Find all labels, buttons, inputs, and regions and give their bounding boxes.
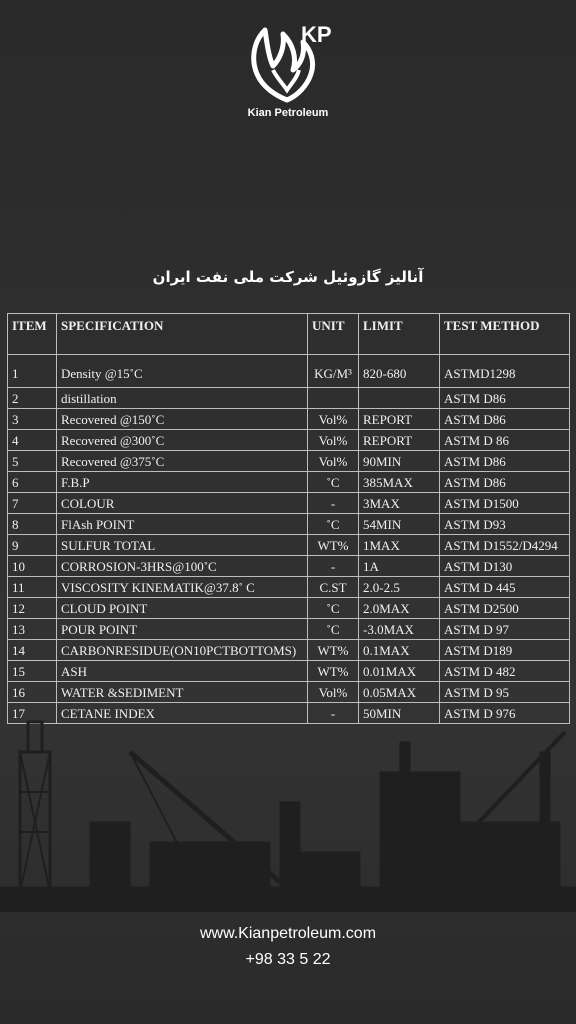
table-row bbox=[8, 430, 570, 451]
table-row bbox=[8, 619, 570, 640]
website-link[interactable]: www.Kianpetroleum.com bbox=[199, 925, 377, 942]
cell-test-method: ASTMD1298 bbox=[440, 355, 570, 388]
table-row bbox=[8, 661, 570, 682]
kp-flame-icon bbox=[243, 20, 333, 105]
cell-test-method: ASTM D1500 bbox=[440, 493, 570, 514]
cell-limit: 0.05MAX bbox=[359, 682, 440, 703]
specification-table bbox=[7, 313, 570, 724]
cell-limit: 0.01MAX bbox=[359, 661, 440, 682]
cell-unit: - bbox=[308, 556, 359, 577]
cell-item: 1 bbox=[8, 355, 57, 388]
cell-item: 6 bbox=[8, 472, 57, 493]
brand-name: Kian Petroleum bbox=[247, 107, 329, 119]
cell-item: 15 bbox=[8, 661, 57, 682]
cell-unit: ˚C bbox=[308, 619, 359, 640]
cell-limit: 1A bbox=[359, 556, 440, 577]
cell-limit: 0.1MAX bbox=[359, 640, 440, 661]
cell-item: 8 bbox=[8, 514, 57, 535]
cell-specification: CLOUD POINT bbox=[57, 598, 308, 619]
cell-specification: distillation bbox=[57, 388, 308, 409]
cell-specification: COLOUR bbox=[57, 493, 308, 514]
cell-limit: 385MAX bbox=[359, 472, 440, 493]
cell-test-method: ASTM D130 bbox=[440, 556, 570, 577]
cell-unit: Vol% bbox=[308, 682, 359, 703]
cell-unit: Vol% bbox=[308, 409, 359, 430]
cell-specification: FlAsh POINT bbox=[57, 514, 308, 535]
table-row bbox=[8, 535, 570, 556]
table-row bbox=[8, 388, 570, 409]
cell-unit: Vol% bbox=[308, 451, 359, 472]
cell-item: 16 bbox=[8, 682, 57, 703]
cell-unit: - bbox=[308, 703, 359, 724]
cell-item: 13 bbox=[8, 619, 57, 640]
cell-test-method: ASTM D 482 bbox=[440, 661, 570, 682]
table-row bbox=[8, 577, 570, 598]
cell-test-method: ASTM D93 bbox=[440, 514, 570, 535]
cell-limit bbox=[359, 388, 440, 409]
brand-logo bbox=[0, 20, 576, 119]
cell-specification: F.B.P bbox=[57, 472, 308, 493]
header-test-method: TEST METHOD bbox=[440, 314, 570, 355]
cell-test-method: ASTM D189 bbox=[440, 640, 570, 661]
cell-limit: 90MIN bbox=[359, 451, 440, 472]
cell-unit: ˚C bbox=[308, 472, 359, 493]
cell-specification: CETANE INDEX bbox=[57, 703, 308, 724]
cell-unit: - bbox=[308, 493, 359, 514]
cell-limit: 1MAX bbox=[359, 535, 440, 556]
cell-specification: POUR POINT bbox=[57, 619, 308, 640]
cell-test-method: ASTM D86 bbox=[440, 388, 570, 409]
cell-limit: -3.0MAX bbox=[359, 619, 440, 640]
table-header-row bbox=[8, 314, 570, 355]
cell-unit bbox=[308, 388, 359, 409]
cell-specification: ASH bbox=[57, 661, 308, 682]
cell-item: 2 bbox=[8, 388, 57, 409]
table-row bbox=[8, 682, 570, 703]
logo-letters: KP bbox=[301, 22, 332, 47]
page-title: آنالیز گازوئیل شرکت ملی نفت ایران bbox=[152, 268, 424, 286]
table-row bbox=[8, 493, 570, 514]
cell-test-method: ASTM D86 bbox=[440, 409, 570, 430]
cell-unit: C.ST bbox=[308, 577, 359, 598]
header-limit: LIMIT bbox=[359, 314, 440, 355]
cell-limit: REPORT bbox=[359, 430, 440, 451]
cell-unit: WT% bbox=[308, 661, 359, 682]
header-item: ITEM bbox=[8, 314, 57, 355]
cell-unit: WT% bbox=[308, 535, 359, 556]
cell-test-method: ASTM D 445 bbox=[440, 577, 570, 598]
oil-rig-skyline-image bbox=[0, 712, 576, 912]
cell-test-method: ASTM D 97 bbox=[440, 619, 570, 640]
table-row bbox=[8, 640, 570, 661]
table-row bbox=[8, 451, 570, 472]
cell-specification: Recovered @150˚C bbox=[57, 409, 308, 430]
cell-item: 17 bbox=[8, 703, 57, 724]
cell-specification: Density @15˚C bbox=[57, 355, 308, 388]
cell-limit: 2.0MAX bbox=[359, 598, 440, 619]
cell-limit: 2.0-2.5 bbox=[359, 577, 440, 598]
cell-item: 10 bbox=[8, 556, 57, 577]
cell-item: 7 bbox=[8, 493, 57, 514]
header-unit: UNIT bbox=[308, 314, 359, 355]
cell-test-method: ASTM D2500 bbox=[440, 598, 570, 619]
cell-specification: VISCOSITY KINEMATIK@37.8˚ C bbox=[57, 577, 308, 598]
cell-unit: ˚C bbox=[308, 514, 359, 535]
cell-specification: Recovered @375˚C bbox=[57, 451, 308, 472]
table-row bbox=[8, 556, 570, 577]
table-row bbox=[8, 472, 570, 493]
cell-test-method: ASTM D1552/D4294 bbox=[440, 535, 570, 556]
cell-limit: REPORT bbox=[359, 409, 440, 430]
cell-limit: 820-680 bbox=[359, 355, 440, 388]
cell-item: 3 bbox=[8, 409, 57, 430]
cell-unit: WT% bbox=[308, 640, 359, 661]
table-row bbox=[8, 598, 570, 619]
cell-specification: WATER &SEDIMENT bbox=[57, 682, 308, 703]
cell-item: 11 bbox=[8, 577, 57, 598]
cell-unit: Vol% bbox=[308, 430, 359, 451]
cell-item: 12 bbox=[8, 598, 57, 619]
cell-item: 9 bbox=[8, 535, 57, 556]
cell-specification: Recovered @300˚C bbox=[57, 430, 308, 451]
table-row bbox=[8, 409, 570, 430]
cell-unit: ˚C bbox=[308, 598, 359, 619]
cell-limit: 50MIN bbox=[359, 703, 440, 724]
cell-test-method: ASTM D86 bbox=[440, 451, 570, 472]
cell-specification: CARBONRESIDUE(ON10PCTBOTTOMS) bbox=[57, 640, 308, 661]
header-specification: SPECIFICATION bbox=[57, 314, 308, 355]
cell-limit: 3MAX bbox=[359, 493, 440, 514]
cell-item: 5 bbox=[8, 451, 57, 472]
table-row bbox=[8, 514, 570, 535]
cell-item: 4 bbox=[8, 430, 57, 451]
cell-test-method: ASTM D 86 bbox=[440, 430, 570, 451]
cell-test-method: ASTM D 976 bbox=[440, 703, 570, 724]
cell-test-method: ASTM D86 bbox=[440, 472, 570, 493]
cell-test-method: ASTM D 95 bbox=[440, 682, 570, 703]
table-row bbox=[8, 355, 570, 388]
cell-limit: 54MIN bbox=[359, 514, 440, 535]
cell-specification: CORROSION-3HRS@100˚C bbox=[57, 556, 308, 577]
cell-unit: KG/M³ bbox=[308, 355, 359, 388]
cell-specification: SULFUR TOTAL bbox=[57, 535, 308, 556]
phone-number: +98 33 5 22 bbox=[245, 951, 331, 968]
cell-item: 14 bbox=[8, 640, 57, 661]
